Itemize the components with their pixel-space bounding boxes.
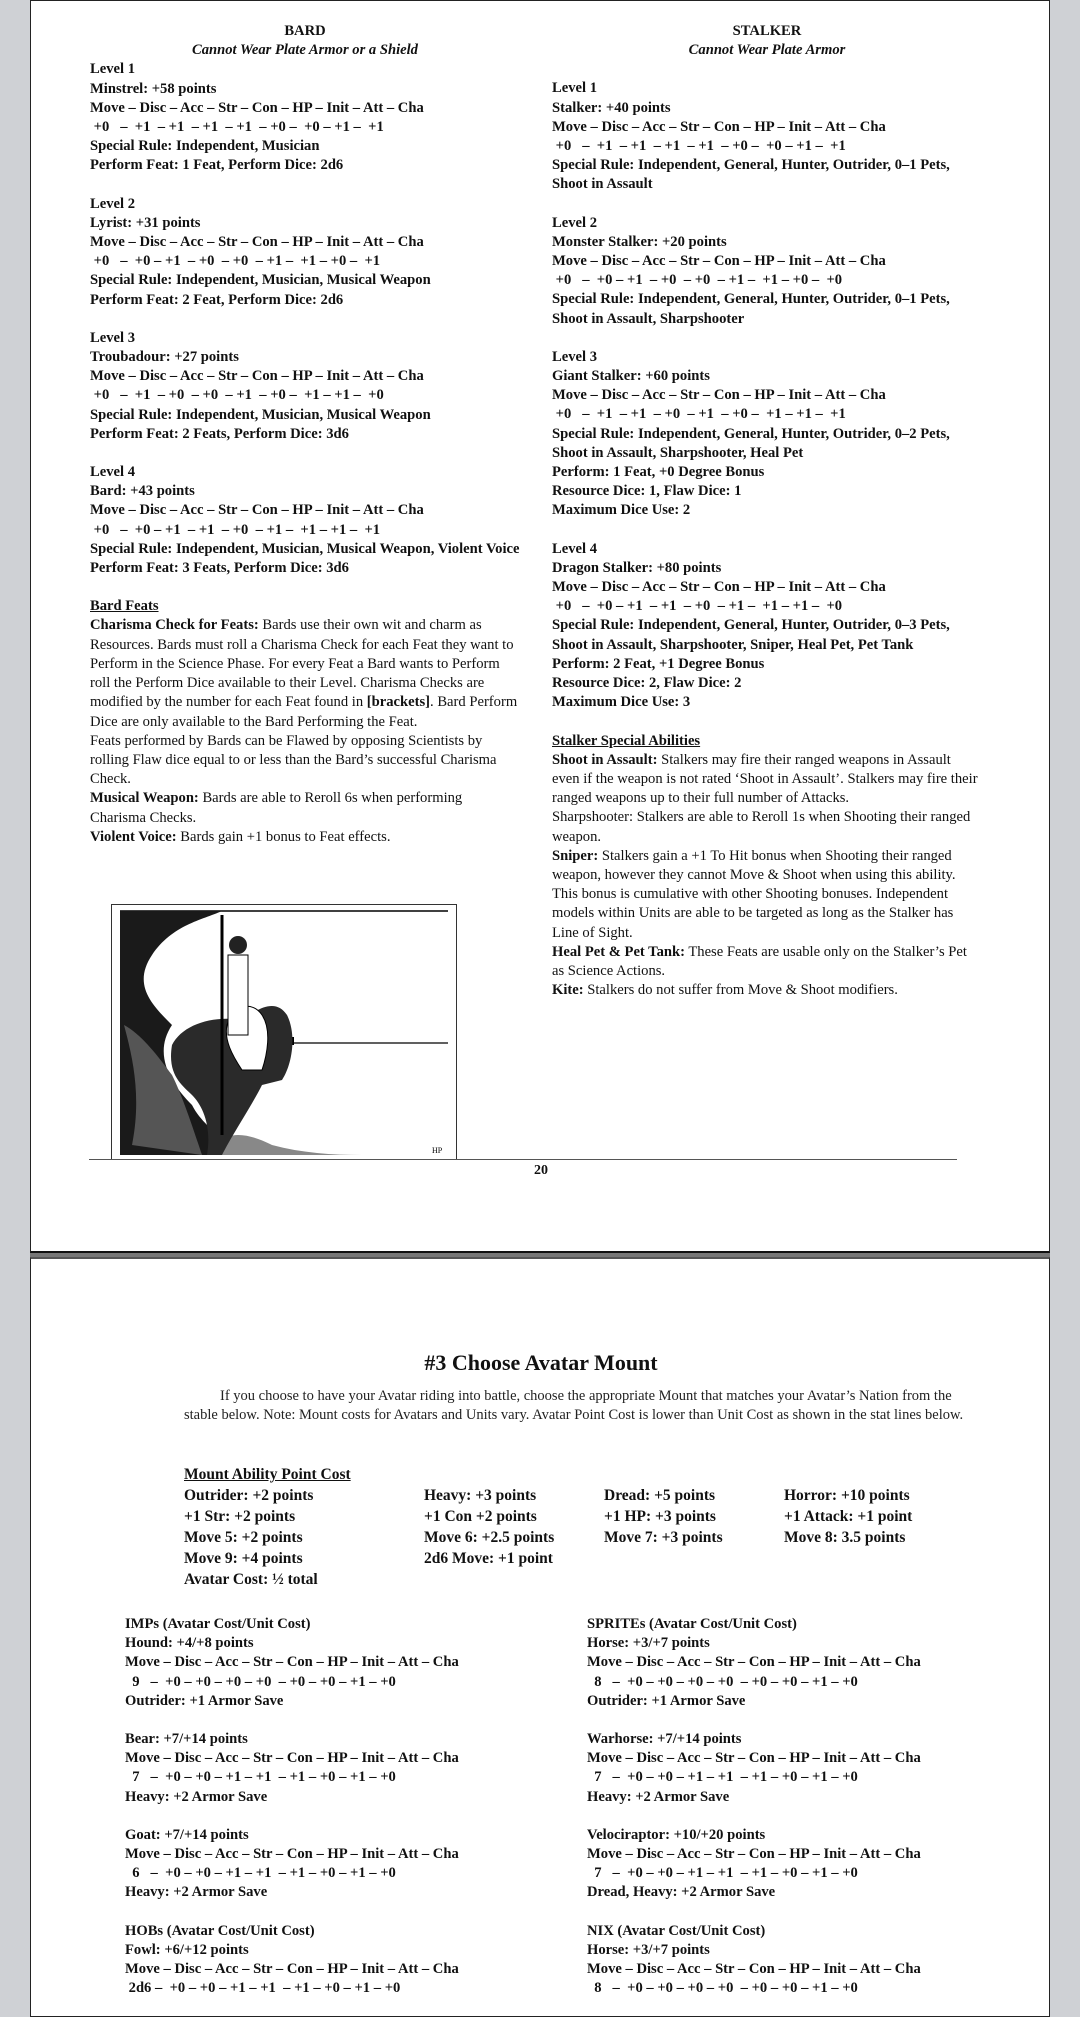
ability-text: Stalkers gain a +1 To Hit bonus when Shooting their ranged weapon, however they cannot Move & Shoot when using this ability. This bonus is cumulative with other Shooting bonuses. Independent models within Units are able to be targeted as long as the Stalker has Line of Sight. [552,847,956,941]
feat-text: Feats performed by Bards can be Flawed by opposing Scientists by rolling Flaw dice equal to or less than the Bard’s successful Charisma Check. [90,732,497,788]
bard-feats-heading: Bard Feats [90,598,159,615]
stat-values: +0 – +1 – +0 – +0 – +1 – +0 – +1 – +1 – +0 [90,387,384,404]
level-extra: Resource Dice: 2, Flaw Dice: 2 [552,675,742,692]
stat-values: 8 – +0 – +0 – +0 – +0 – +0 – +0 – +1 – +0 [587,1980,858,1997]
mount-name-cost: Horse: +3/+7 points [587,1941,710,1958]
spacer [552,521,982,540]
cost-item: Heavy: +3 points [424,1487,537,1504]
spacer [90,444,520,463]
footer-divider [89,1159,957,1160]
mount-rule: Dread, Heavy: +2 Armor Save [587,1884,776,1901]
stat-values: 2d6 – +0 – +0 – +1 – +1 – +1 – +0 – +1 – +0 [125,1980,401,1997]
page-number: 20 [534,1163,548,1178]
level-label: Level 3 [552,348,597,365]
cost-item: Avatar Cost: ½ total [184,1571,318,1588]
feat-text: Bards use their own wit and charm as Resources. Bards must roll a Charisma Check for each Feat they want to Perform in the Science Phase. For every Feat a Bard wants to Perform roll the Perform Dice available to their Level. Charisma Checks are modified by the number for each Feat found in [90,617,514,711]
stat-header: Move – Disc – Acc – Str – Con – HP – Init – Att – Cha [587,1846,921,1863]
feat-text: . Bard Perform Dice are only available to the Bard Performing the Feat. [90,694,518,730]
feat-entry [90,616,520,731]
bard-column [90,22,520,847]
stat-values: +0 – +1 – +1 – +1 – +1 – +0 – +0 – +1 – +1 [90,119,384,136]
level-name-cost: Monster Stalker: +20 points [552,233,727,250]
document-page-21 [30,1257,1050,2017]
mount-group: SPRITEs (Avatar Cost/Unit Cost) [587,1616,797,1632]
stat-values: 7 – +0 – +0 – +1 – +1 – +1 – +0 – +1 – +0 [587,1865,858,1882]
ability-term: Sniper: [552,847,599,864]
ability-entry [552,808,982,846]
bard-restriction: Cannot Wear Plate Armor or a Shield [192,42,418,59]
mount-rule: Outrider: +1 Armor Save [587,1692,746,1709]
level-label: Level 4 [552,540,597,557]
stat-values: +0 – +0 – +1 – +0 – +0 – +1 – +1 – +0 – +1 [90,253,381,270]
spacer [90,310,520,329]
level-name-cost: Giant Stalker: +60 points [552,368,710,385]
stalker-column [552,22,982,1000]
stat-header: Move – Disc – Acc – Str – Con – HP – Init – Att – Cha [587,1654,921,1671]
cost-item: Dread: +5 points [604,1487,716,1504]
ability-text: These Feats are usable only on the Stalker’s Pet as Science Actions. [552,943,967,979]
level-name-cost: Stalker: +40 points [552,99,671,116]
level-label: Level 2 [552,214,597,231]
stat-values: +0 – +0 – +1 – +0 – +0 – +1 – +1 – +0 – +0 [552,272,843,289]
stat-values: +0 – +1 – +1 – +1 – +1 – +0 – +0 – +1 – +1 [552,138,846,155]
spacer [587,1711,1027,1730]
feat-entry [90,828,520,847]
ability-text: Stalkers may fire their ranged weapons in Assault even if the weapon is not rated ‘Shoot in Assault’. Stalkers may fire their ranged weapons up to their full number of Attacks. [552,751,978,807]
cost-item [784,1548,984,1569]
cost-item [784,1569,984,1590]
spacer [125,1711,565,1730]
stat-header: Move – Disc – Acc – Str – Con – HP – Init – Att – Cha [90,99,424,116]
mount-ability-cost-table [184,1464,1004,1590]
stat-header: Move – Disc – Acc – Str – Con – HP – Init – Att – Cha [587,1961,921,1978]
level-extra: Resource Dice: 1, Flaw Dice: 1 [552,483,742,500]
stat-values: 6 – +0 – +0 – +1 – +1 – +1 – +0 – +1 – +0 [125,1865,396,1882]
spacer [587,1807,1027,1826]
feat-term: Musical Weapon: [90,790,199,807]
ability-entry [552,943,982,981]
special-rule: Special Rule: Independent, Musician, Musical Weapon [90,406,431,423]
cost-table-heading: Mount Ability Point Cost [184,1466,351,1483]
perform-feat: Perform Feat: 3 Feats, Perform Dice: 3d6 [90,560,349,577]
stat-header: Move – Disc – Acc – Str – Con – HP – Init – Att – Cha [552,253,886,270]
ability-entry [552,751,982,809]
mount-list-right [587,1615,1027,1998]
level-extra: Maximum Dice Use: 3 [552,694,691,711]
special-rule: Special Rule: Independent, Musician [90,138,320,155]
cost-grid [184,1485,1004,1590]
stalker-levels [552,79,982,712]
knight-on-horse-image [112,905,456,1159]
level-extra: Maximum Dice Use: 2 [552,502,691,519]
stat-values: 7 – +0 – +0 – +1 – +1 – +1 – +0 – +1 – +0 [587,1769,858,1786]
cost-item: +1 Attack: +1 point [784,1508,913,1525]
cost-item: 2d6 Move: +1 point [424,1550,553,1567]
level-name-cost: Minstrel: +58 points [90,80,217,97]
ability-term: Shoot in Assault: [552,751,658,768]
perform-feat: Perform Feat: 2 Feats, Perform Dice: 3d6 [90,425,349,442]
feat-term: Violent Voice: [90,828,177,845]
stat-header: Move – Disc – Acc – Str – Con – HP – Init – Att – Cha [125,1961,459,1978]
mount-group: HOBs (Avatar Cost/Unit Cost) [125,1922,315,1939]
mount-rule: Heavy: +2 Armor Save [125,1884,268,1901]
cost-item [604,1569,784,1590]
level-label: Level 2 [90,195,135,212]
stat-header: Move – Disc – Acc – Str – Con – HP – Init – Att – Cha [587,1750,921,1767]
stat-values: +0 – +0 – +1 – +1 – +0 – +1 – +1 – +1 – +1 [90,521,381,538]
bard-title: BARD [284,23,326,39]
cost-item: +1 HP: +3 points [604,1508,716,1525]
mount-name-cost: Velociraptor: +10/+20 points [587,1826,766,1843]
document-page-20 [30,0,1050,1253]
stat-values: 8 – +0 – +0 – +0 – +0 – +0 – +0 – +1 – +0 [587,1673,858,1690]
feat-entry [90,732,520,790]
stat-header: Move – Disc – Acc – Str – Con – HP – Init – Att – Cha [125,1750,459,1767]
cost-item: +1 Con +2 points [424,1508,537,1525]
section-title: #3 Choose Avatar Mount [424,1350,658,1375]
spacer [125,1807,565,1826]
mount-name-cost: Horse: +3/+7 points [587,1635,710,1652]
mount-rule: Heavy: +2 Armor Save [587,1788,730,1805]
cost-item: Move 7: +3 points [604,1529,723,1546]
special-rule: Special Rule: Independent, General, Hunter, Outrider, 0–2 Pets, Shoot in Assault, Sharpshooter, Heal Pet [552,425,950,461]
mount-rule: Heavy: +2 Armor Save [125,1788,268,1805]
ability-term: Kite: [552,982,584,999]
stat-header: Move – Disc – Acc – Str – Con – HP – Init – Att – Cha [90,502,424,519]
level-label: Level 1 [552,80,597,97]
stat-values: +0 – +1 – +1 – +0 – +1 – +0 – +1 – +1 – +1 [552,406,846,423]
section-intro: If you choose to have your Avatar riding into battle, choose the appropriate Mount that matches your Avatar’s Nation from the stable below. Note: Mount costs for Avatars and Units vary. Avatar Point Cost is lower than Unit Cost as shown in the stat lines below. [184,1388,964,1423]
mount-group: NIX (Avatar Cost/Unit Cost) [587,1922,766,1939]
spacer [125,1903,565,1922]
feat-text: Bards are able to Reroll 6s when performing Charisma Checks. [90,790,463,826]
stat-header: Move – Disc – Acc – Str – Con – HP – Init – Att – Cha [125,1654,459,1671]
special-rule: Special Rule: Independent, General, Hunter, Outrider, 0–3 Pets, Shoot in Assault, Sharpshooter, Sniper, Heal Pet, Pet Tank [552,617,950,653]
stalker-abilities [552,751,982,1001]
feat-text: Bards gain +1 bonus to Feat effects. [176,828,391,845]
spacer [587,1903,1027,1922]
level-extra: Perform: 1 Feat, +0 Degree Bonus [552,464,765,481]
special-rule: Special Rule: Independent, Musician, Musical Weapon, Violent Voice [90,540,520,557]
bard-levels [90,60,520,578]
level-label: Level 4 [90,464,135,481]
level-name-cost: Lyrist: +31 points [90,214,201,231]
stat-values: 9 – +0 – +0 – +0 – +0 – +0 – +0 – +1 – +0 [125,1673,396,1690]
mount-group: IMPs (Avatar Cost/Unit Cost) [125,1616,311,1632]
ability-entry [552,847,982,943]
spacer [90,176,520,195]
special-rule: Special Rule: Independent, General, Hunter, Outrider, 0–1 Pets, Shoot in Assault, Sharpshooter [552,291,950,327]
perform-feat: Perform Feat: 2 Feat, Perform Dice: 2d6 [90,291,344,308]
cost-item: Horror: +10 points [784,1487,910,1504]
mount-name-cost: Goat: +7/+14 points [125,1826,249,1843]
mount-name-cost: Hound: +4/+8 points [125,1635,254,1652]
cost-item [424,1569,604,1590]
cost-item: Move 9: +4 points [184,1550,303,1567]
spacer [552,195,982,214]
level-label: Level 1 [90,61,135,78]
stalker-title: STALKER [732,23,802,39]
level-name-cost: Bard: +43 points [90,483,195,500]
stat-header: Move – Disc – Acc – Str – Con – HP – Init – Att – Cha [552,579,886,596]
special-rule: Special Rule: Independent, Musician, Musical Weapon [90,272,431,289]
stat-header: Move – Disc – Acc – Str – Con – HP – Init – Att – Cha [125,1846,459,1863]
cost-item [604,1548,784,1569]
ability-text: Stalkers do not suffer from Move & Shoot modifiers. [583,982,898,999]
ability-term: Heal Pet & Pet Tank: [552,943,685,960]
mount-name-cost: Warhorse: +7/+14 points [587,1731,742,1748]
mount-list-left [125,1615,565,1998]
bard-feats [90,616,520,846]
stalker-restriction: Cannot Wear Plate Armor [688,42,846,59]
mount-rule: Outrider: +1 Armor Save [125,1692,284,1709]
svg-text:HP: HP [432,1146,443,1155]
level-label: Level 3 [90,329,135,346]
stat-values: 7 – +0 – +0 – +1 – +1 – +1 – +0 – +1 – +0 [125,1769,396,1786]
stat-header: Move – Disc – Acc – Str – Con – HP – Init – Att – Cha [552,387,886,404]
stat-header: Move – Disc – Acc – Str – Con – HP – Init – Att – Cha [552,118,886,135]
stat-values: +0 – +0 – +1 – +1 – +0 – +1 – +1 – +1 – +0 [552,598,843,615]
cost-item: Outrider: +2 points [184,1487,314,1504]
stat-header: Move – Disc – Acc – Str – Con – HP – Init – Att – Cha [90,368,424,385]
stalker-abilities-heading: Stalker Special Abilities [552,732,701,749]
stat-header: Move – Disc – Acc – Str – Con – HP – Init – Att – Cha [90,234,424,251]
cost-item: Move 8: 3.5 points [784,1529,906,1546]
mount-name-cost: Bear: +7/+14 points [125,1731,248,1748]
feat-bracket: [brackets] [366,694,431,711]
feat-entry [90,789,520,827]
feat-term: Charisma Check for Feats: [90,617,259,634]
cost-item: Move 6: +2.5 points [424,1529,555,1546]
knight-illustration [111,904,457,1160]
ability-entry [552,981,982,1000]
level-name-cost: Dragon Stalker: +80 points [552,559,722,576]
ability-text: Sharpshooter: Stalkers are able to Reroll 1s when Shooting their ranged weapon. [552,809,971,845]
cost-item: +1 Str: +2 points [184,1508,296,1525]
level-extra: Perform: 2 Feat, +1 Degree Bonus [552,655,765,672]
special-rule: Special Rule: Independent, General, Hunter, Outrider, 0–1 Pets, Shoot in Assault [552,157,950,193]
perform-feat: Perform Feat: 1 Feat, Perform Dice: 2d6 [90,157,344,174]
level-name-cost: Troubadour: +27 points [90,349,239,366]
mount-name-cost: Fowl: +6/+12 points [125,1941,249,1958]
spacer [552,329,982,348]
cost-item: Move 5: +2 points [184,1529,303,1546]
